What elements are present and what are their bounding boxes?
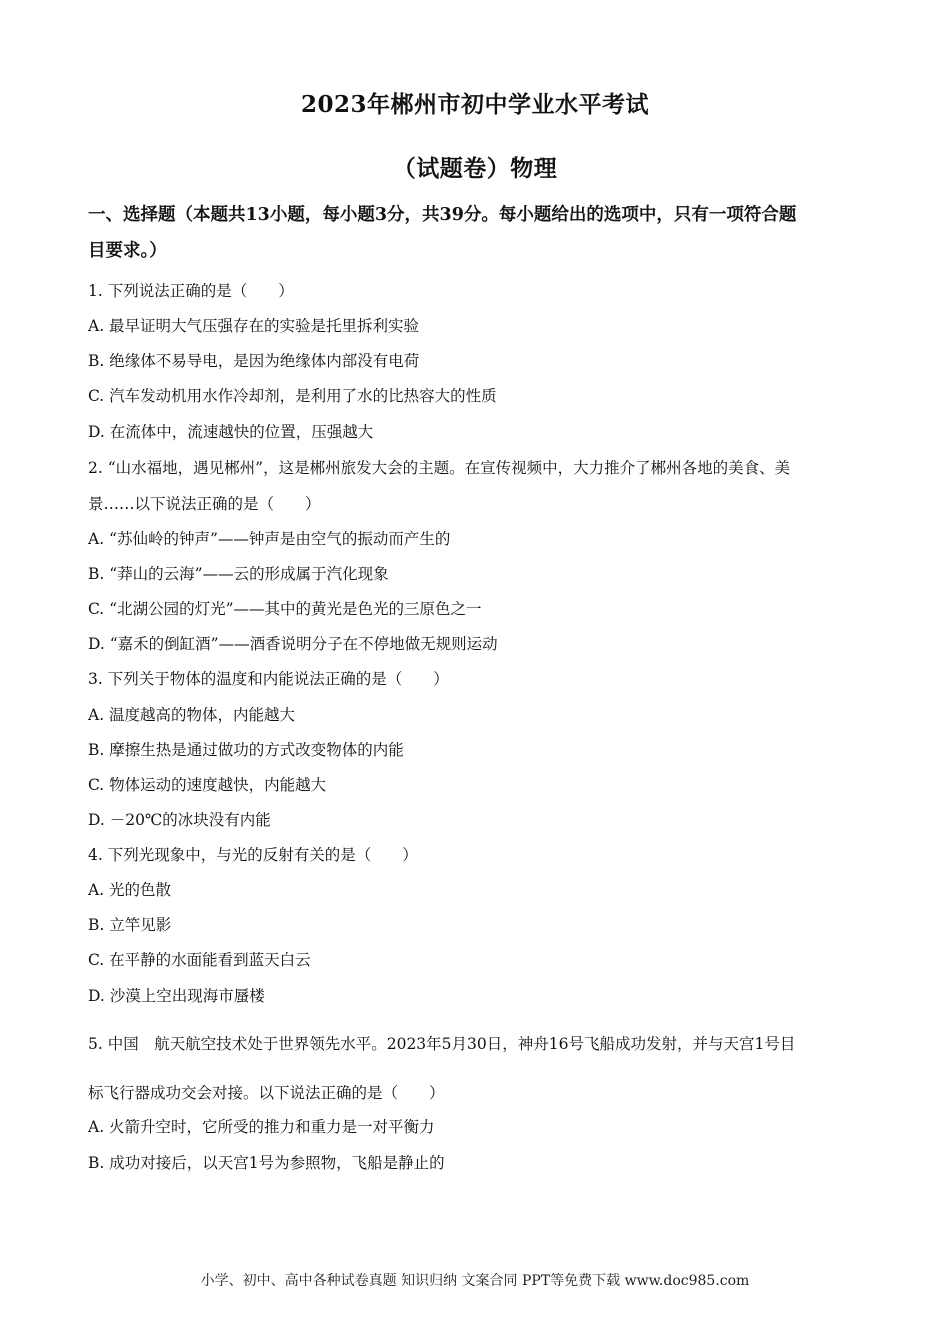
section-heading-line-2: 目要求。） [88,241,167,261]
exam-title: 2023年郴州市初中学业水平考试 [300,91,649,118]
q1-stem: 1. 下列说法正确的是（ ） [88,282,294,300]
q1-option-d: D. 在流体中，流速越快的位置，压强越大 [88,423,374,441]
q3-option-d: D. －20℃的冰块没有内能 [88,811,271,829]
q5-stem-line-1: 5. 中国 航天航空技术处于世界领先水平。2023年5月30日，神舟16号飞船成功发射，并与天宫1号目 [88,1035,796,1053]
q2-option-d: D. “嘉禾的倒缸酒”——酒香说明分子在不停地做无规则运动 [88,635,498,653]
q4-option-c: C. 在平静的水面能看到蓝天白云 [88,951,311,969]
q2-stem-line-2: 景……以下说法正确的是（ ） [88,495,321,513]
exam-subtitle: （试题卷）物理 [392,155,558,182]
q1-option-c: C. 汽车发动机用水作冷却剂，是利用了水的比热容大的性质 [88,387,497,405]
section-heading-line-1: 一、选择题（本题共13小题，每小题3分，共39分。每小题给出的选项中，只有一项符合题 [88,205,797,225]
q5-option-b: B. 成功对接后，以天宫1号为参照物，飞船是静止的 [88,1154,445,1172]
q5-option-a: A. 火箭升空时，它所受的推力和重力是一对平衡力 [88,1118,435,1136]
q5-stem-line-2: 标飞行器成功交会对接。以下说法正确的是（ ） [88,1084,445,1102]
section-heading [88,197,878,269]
q2-stem-line-1: 2. “山水福地，遇见郴州”，这是郴州旅发大会的主题。在宣传视频中，大力推介了郴州各地的美食、美 [88,459,791,477]
q3-option-b: B. 摩擦生热是通过做功的方式改变物体的内能 [88,741,404,759]
q4-option-d: D. 沙漠上空出现海市蜃楼 [88,987,265,1005]
q2-option-b: B. “莽山的云海”——云的形成属于汽化现象 [88,565,389,583]
q4-option-a: A. 光的色散 [88,881,172,899]
q4-stem: 4. 下列光现象中，与光的反射有关的是（ ） [88,846,418,864]
q3-option-a: A. 温度越高的物体，内能越大 [88,706,296,724]
page-footer: 小学、初中、高中各种试卷真题 知识归纳 文案合同 PPT等免费下载 www.doc985.com [200,1273,750,1289]
q4-option-b: B. 立竿见影 [88,916,172,934]
q3-stem: 3. 下列关于物体的温度和内能说法正确的是（ ） [88,670,449,688]
q2-option-c: C. “北湖公园的灯光”——其中的黄光是色光的三原色之一 [88,600,482,618]
q1-option-a: A. 最早证明大气压强存在的实验是托里拆利实验 [88,317,420,335]
q3-option-c: C. 物体运动的速度越快，内能越大 [88,776,327,794]
q2-option-a: A. “苏仙岭的钟声”——钟声是由空气的振动而产生的 [88,530,451,548]
q1-option-b: B. 绝缘体不易导电，是因为绝缘体内部没有电荷 [88,352,420,370]
